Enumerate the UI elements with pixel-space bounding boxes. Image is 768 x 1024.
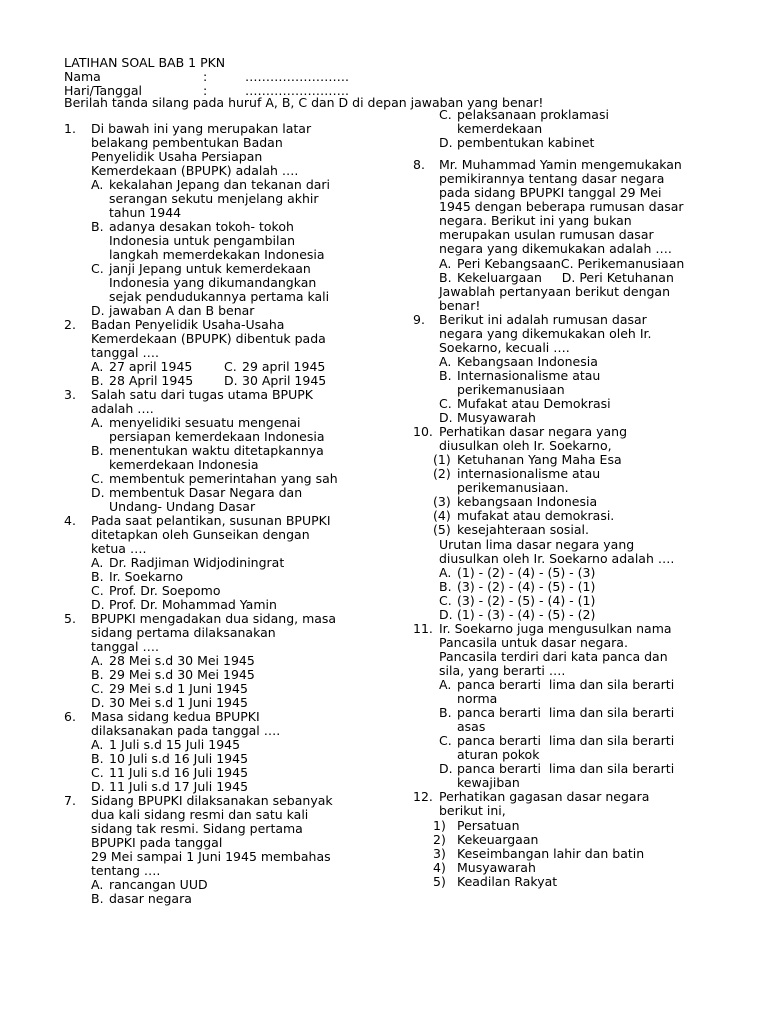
question-text: Pada saat pelantikan, susunan BPUPKI bbox=[91, 513, 331, 528]
question-text: 29 Mei sampai 1 Juni 1945 membahas bbox=[91, 849, 331, 864]
option-letter: C. bbox=[91, 471, 104, 486]
option-text: 11 Juli s.d 16 Juli 1945 bbox=[109, 765, 249, 780]
question-text: BPUPKI mengadakan dua sidang, masa bbox=[91, 611, 337, 626]
question-text: negara yang dikemukakan oleh Ir. bbox=[439, 325, 652, 341]
option-letter: B. bbox=[91, 443, 104, 458]
question-text: benar! bbox=[439, 297, 481, 313]
question-number: 4. bbox=[64, 513, 76, 528]
question-text: Kemerdekaan (BPUPK) adalah …. bbox=[91, 163, 299, 178]
option-letter: C. bbox=[224, 359, 237, 374]
option-letter: B. bbox=[439, 367, 452, 383]
option-text: 29 Mei s.d 1 Juni 1945 bbox=[109, 681, 248, 696]
option-text: 30 April 1945 bbox=[242, 373, 327, 388]
question-text: Sidang BPUPKI dilaksanakan sebanyak bbox=[91, 793, 333, 808]
option-text: dasar negara bbox=[109, 891, 192, 906]
question-text: 1945 dengan beberapa rumusan dasar bbox=[439, 199, 684, 215]
option-letter: A. bbox=[91, 415, 104, 430]
option-text: 29 Mei s.d 30 Mei 1945 bbox=[109, 667, 255, 682]
question-text: diusulkan oleh Ir. Soekarno adalah …. bbox=[439, 550, 675, 566]
question-text: negara. Berikut ini yang bukan bbox=[439, 213, 632, 229]
option-letter: C. bbox=[91, 765, 104, 780]
option-continuation: persiapan kemerdekaan Indonesia bbox=[109, 429, 325, 444]
option-letter: C. bbox=[91, 261, 104, 276]
option-continuation: asas bbox=[457, 719, 486, 735]
option-text: (3) - (2) - (5) - (4) - (1) bbox=[457, 592, 596, 608]
option-letter: A. bbox=[439, 255, 452, 271]
option-text: menyelidiki sesuatu mengenai bbox=[109, 415, 301, 430]
option-letter: D. bbox=[91, 695, 105, 710]
item-text: kebangsaan Indonesia bbox=[457, 494, 598, 510]
option-letter: C. bbox=[439, 592, 452, 608]
option-letter: A. bbox=[439, 564, 452, 580]
item-marker: 1) bbox=[433, 817, 446, 833]
option-text: rancangan UUD bbox=[109, 877, 208, 892]
question-text: berikut ini, bbox=[439, 803, 506, 819]
option-letter: A. bbox=[91, 359, 104, 374]
option-text: panca berarti lima dan sila berarti bbox=[457, 761, 675, 777]
question-number: 3. bbox=[64, 387, 76, 402]
option-continuation: kewajiban bbox=[457, 775, 520, 791]
item-marker: 4) bbox=[433, 859, 446, 875]
option-letter: A. bbox=[439, 353, 452, 369]
question-text: Berikut ini adalah rumusan dasar bbox=[439, 311, 647, 327]
question-text: ketua …. bbox=[91, 541, 147, 556]
question-text: tentang …. bbox=[91, 863, 161, 878]
option-letter: C. bbox=[91, 681, 104, 696]
option-continuation: Indonesia untuk pengambilan bbox=[109, 233, 296, 248]
item-text: Musyawarah bbox=[457, 859, 536, 875]
option-continuation: langkah memerdekakan Indonesia bbox=[109, 247, 325, 262]
question-text: tanggal …. bbox=[91, 639, 159, 654]
option-text: Internasionalisme atau bbox=[457, 367, 601, 383]
option-letter: B. bbox=[91, 751, 104, 766]
option-text: 29 april 1945 bbox=[242, 359, 326, 374]
question-text: sidang pertama dilaksanakan bbox=[91, 625, 276, 640]
option-letter: D. bbox=[439, 606, 453, 622]
question-text: pemikirannya tentang dasar negara bbox=[439, 171, 665, 187]
item-text: Kekeuargaan bbox=[457, 831, 539, 847]
option-text: Prof. Dr. Soepomo bbox=[109, 583, 221, 598]
option-text: Dr. Radjiman Widjodiningrat bbox=[109, 555, 285, 570]
item-marker: (1) bbox=[433, 452, 451, 468]
question-text: Masa sidang kedua BPUPKI bbox=[91, 709, 260, 724]
question-number: 2. bbox=[64, 317, 76, 332]
option-text: membentuk Dasar Negara dan bbox=[109, 485, 303, 500]
option-letter: A. bbox=[91, 737, 104, 752]
question-number: 1. bbox=[64, 121, 76, 136]
question-text: Di bawah ini yang merupakan latar bbox=[91, 121, 312, 136]
question-text: Urutan lima dasar negara yang bbox=[439, 536, 635, 552]
option-letter: C. bbox=[439, 107, 452, 122]
option-letter: D. bbox=[91, 485, 105, 500]
option-text: Kebangsaan Indonesia bbox=[457, 353, 598, 369]
question-number: 7. bbox=[64, 793, 76, 808]
option-letter: B. bbox=[439, 578, 452, 594]
question-text: Pancasila untuk dasar negara. bbox=[439, 634, 628, 650]
option-letter: D. bbox=[91, 779, 105, 794]
item-marker: (5) bbox=[433, 522, 451, 538]
question-text: Ir. Soekarno juga mengusulkan nama bbox=[439, 620, 672, 636]
option-text: adanya desakan tokoh- tokoh bbox=[109, 219, 294, 234]
item-marker: (3) bbox=[433, 494, 451, 510]
option-text: 27 april 1945 bbox=[109, 359, 193, 374]
item-text: kesejahteraan sosial. bbox=[457, 522, 589, 538]
option-text: Prof. Dr. Mohammad Yamin bbox=[109, 597, 277, 612]
instruction: Berilah tanda silang pada huruf A, B, C dan D di depan jawaban yang benar! bbox=[64, 95, 544, 110]
option-letter: A. bbox=[91, 177, 104, 192]
field-colon: : bbox=[203, 83, 208, 98]
option-text: 1 Juli s.d 15 Juli 1945 bbox=[109, 737, 241, 752]
question-text: dua kali sidang resmi dan satu kali bbox=[91, 807, 309, 822]
option-text: 11 Juli s.d 17 Juli 1945 bbox=[109, 779, 249, 794]
option-letter: D. bbox=[439, 761, 453, 777]
option-letter: A. bbox=[91, 653, 104, 668]
option-letter: B. bbox=[91, 373, 104, 388]
item-text: Ketuhanan Yang Maha Esa bbox=[457, 452, 622, 468]
option-continuation: norma bbox=[457, 691, 498, 707]
question-text: sidang tak resmi. Sidang pertama bbox=[91, 821, 303, 836]
question-text: adalah …. bbox=[91, 401, 154, 416]
item-text: internasionalisme atau bbox=[457, 466, 601, 482]
option-letter: A. bbox=[91, 555, 104, 570]
option-letter: D. bbox=[91, 597, 105, 612]
question-text: merupakan usulan rumusan dasar bbox=[439, 227, 654, 243]
option-letter: D. bbox=[91, 303, 105, 318]
field-value: ……………………. bbox=[245, 83, 349, 98]
question-text: BPUPKI pada tanggal bbox=[91, 835, 223, 850]
option-letter: B. bbox=[439, 269, 452, 285]
item-marker: 2) bbox=[433, 831, 446, 847]
option-continuation: perikemanusiaan bbox=[457, 381, 565, 397]
option-letter: D. bbox=[224, 373, 238, 388]
question-number: 5. bbox=[64, 611, 76, 626]
page-title: LATIHAN SOAL BAB 1 PKN bbox=[64, 55, 226, 70]
option-letter: A. bbox=[91, 877, 104, 892]
option-text: jawaban A dan B benar bbox=[109, 303, 255, 318]
option-continuation: kemerdekaan Indonesia bbox=[109, 457, 259, 472]
option-letter: B. bbox=[91, 219, 104, 234]
field-value: ……………………. bbox=[245, 69, 349, 84]
question-text: dilaksanakan pada tanggal …. bbox=[91, 723, 281, 738]
question-text: sila, yang berarti …. bbox=[439, 662, 566, 678]
item-text: Keseimbangan lahir dan batin bbox=[457, 845, 645, 861]
option-text: Mufakat atau Demokrasi bbox=[457, 396, 611, 411]
question-number: 9. bbox=[413, 311, 425, 327]
option-continuation: Indonesia yang dikumandangkan bbox=[109, 275, 317, 290]
option-text: 28 Mei s.d 30 Mei 1945 bbox=[109, 653, 255, 668]
option-letter: D. bbox=[439, 410, 453, 426]
option-letter: B. bbox=[91, 891, 104, 906]
option-text: (3) - (2) - (4) - (5) - (1) bbox=[457, 578, 596, 594]
option-letter: C. bbox=[439, 733, 452, 749]
option-continuation: perikemanusiaan. bbox=[457, 480, 569, 496]
question-text: Kemerdekaan (BPUPK) dibentuk pada bbox=[91, 331, 326, 346]
question-text: negara yang dikemukakan adalah …. bbox=[439, 241, 672, 257]
option-letter: D. bbox=[439, 135, 453, 151]
field-label: Hari/Tanggal bbox=[64, 83, 143, 98]
option-letter: C. bbox=[91, 583, 104, 598]
question-text: tanggal …. bbox=[91, 345, 159, 360]
option-text: Peri KebangsaanC. Perikemanusiaan bbox=[457, 255, 685, 271]
option-text: Musyawarah bbox=[457, 410, 536, 426]
question-text: Jawablah pertanyaan berikut dengan bbox=[439, 283, 671, 299]
question-number: 11. bbox=[413, 620, 433, 636]
option-text: Ir. Soekarno bbox=[109, 569, 184, 584]
item-text: Keadilan Rakyat bbox=[457, 873, 558, 889]
option-continuation: aturan pokok bbox=[457, 747, 540, 763]
option-text: pelaksanaan proklamasi bbox=[457, 107, 609, 122]
option-text: kekalahan Jepang dan tekanan dari bbox=[109, 177, 331, 192]
question-number: 12. bbox=[413, 789, 433, 805]
option-letter: B. bbox=[91, 569, 104, 584]
option-text: 28 April 1945 bbox=[109, 373, 194, 388]
option-letter: A. bbox=[439, 677, 452, 692]
option-text: janji Jepang untuk kemerdekaan bbox=[109, 261, 311, 276]
option-text: Kekeluargaan D. Peri Ketuhanan bbox=[457, 269, 674, 285]
question-text: Pancasila terdiri dari kata panca dan bbox=[439, 648, 668, 664]
question-text: Mr. Muhammad Yamin mengemukakan bbox=[439, 157, 682, 173]
question-number: 8. bbox=[413, 157, 425, 173]
question-text: Perhatikan gagasan dasar negara bbox=[439, 789, 650, 805]
option-text: pembentukan kabinet bbox=[457, 135, 595, 151]
option-text: panca berarti lima dan sila berarti bbox=[457, 705, 675, 721]
item-marker: (4) bbox=[433, 508, 451, 524]
option-continuation: serangan sekutu menjelang akhir bbox=[109, 191, 319, 206]
question-number: 6. bbox=[64, 709, 76, 724]
question-number: 10. bbox=[413, 424, 433, 440]
question-text: Penyelidik Usaha Persiapan bbox=[91, 149, 263, 164]
option-letter: B. bbox=[439, 705, 452, 721]
option-text: membentuk pemerintahan yang sah bbox=[109, 471, 338, 486]
option-continuation: sejak pendudukannya pertama kali bbox=[109, 289, 330, 304]
option-text: panca berarti lima dan sila berarti bbox=[457, 677, 675, 692]
item-marker: (2) bbox=[433, 466, 451, 482]
option-text: panca berarti lima dan sila berarti bbox=[457, 733, 675, 749]
option-continuation: kemerdekaan bbox=[457, 121, 543, 137]
option-continuation: tahun 1944 bbox=[109, 205, 182, 220]
question-text: Soekarno, kecuali …. bbox=[439, 339, 570, 355]
question-text: ditetapkan oleh Gunseikan dengan bbox=[91, 527, 310, 542]
item-marker: 3) bbox=[433, 845, 446, 861]
question-text: Salah satu dari tugas utama BPUPK bbox=[91, 387, 313, 402]
question-text: belakang pembentukan Badan bbox=[91, 135, 283, 150]
question-text: diusulkan oleh Ir. Soekarno, bbox=[439, 438, 612, 454]
item-text: Persatuan bbox=[457, 817, 520, 833]
option-continuation: Undang- Undang Dasar bbox=[109, 499, 256, 514]
item-marker: 5) bbox=[433, 873, 446, 889]
option-text: 10 Juli s.d 16 Juli 1945 bbox=[109, 751, 249, 766]
field-colon: : bbox=[203, 69, 208, 84]
question-text: Perhatikan dasar negara yang bbox=[439, 424, 628, 440]
question-text: Badan Penyelidik Usaha-Usaha bbox=[91, 317, 285, 332]
option-text: (1) - (3) - (4) - (5) - (2) bbox=[457, 606, 596, 622]
question-text: pada sidang BPUPKI tanggal 29 Mei bbox=[439, 185, 662, 201]
option-text: menentukan waktu ditetapkannya bbox=[109, 443, 324, 458]
option-letter: C. bbox=[439, 396, 452, 411]
option-text: (1) - (2) - (4) - (5) - (3) bbox=[457, 564, 596, 580]
option-letter: B. bbox=[91, 667, 104, 682]
option-text: 30 Mei s.d 1 Juni 1945 bbox=[109, 695, 248, 710]
field-label: Nama bbox=[64, 69, 101, 84]
item-text: mufakat atau demokrasi. bbox=[457, 508, 615, 524]
